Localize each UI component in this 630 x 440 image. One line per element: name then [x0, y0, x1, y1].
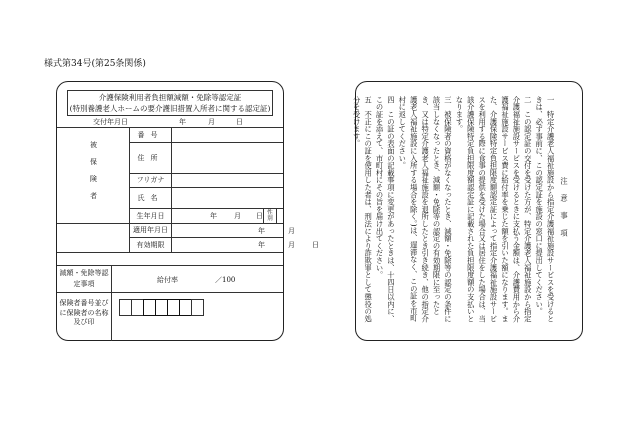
benefit-rate-label: 給付率: [157, 276, 178, 284]
sex-label: 性別: [264, 209, 277, 224]
issue-day-label: 日: [236, 118, 243, 126]
furigana-value: [172, 173, 284, 188]
certificate-title: [67, 90, 273, 116]
certificate-front: [56, 81, 319, 341]
insurer-section: [57, 292, 283, 341]
note-item: 三 被保険者の資格がなくなったとき、減額・免除等の認定の条件に該当しなくなったとき、減額・免除等の認定の有効期限に至ったとき、又は特定介護老人福祉施設を退所したとき引き続き、他の指定介護老人福祉施設に入所する場合を除く。)は、遅滞なく、この証を市町村に返してください。: [398, 96, 453, 323]
insurer-number-boxes: [119, 299, 203, 316]
certificate-back: [352, 81, 583, 341]
issue-month-label: 月: [208, 118, 215, 126]
note-item: 一 特定介護老人福祉施設から指定介護福祉施設サービスを受けるときは、必ず事前に、この認定証を施設の窓口に提出してください。: [535, 96, 556, 323]
insured-side-label: 被保険者: [57, 128, 130, 224]
benefit-rate-denominator: ／100: [215, 276, 236, 284]
reduction-section: [57, 265, 283, 293]
title-line-2: (特別養護老人ホームの要介護旧措置入所者に関する認定証): [69, 104, 271, 113]
sex-value: [277, 209, 284, 224]
issue-year-label: 年: [179, 118, 186, 126]
name-value: [172, 188, 284, 209]
issue-date-label: 交付年月日: [93, 118, 128, 126]
insured-info-table: [57, 127, 319, 253]
reduction-label: 減額・免除等認定事項: [57, 266, 112, 293]
start-date-label: 適用年月日: [130, 223, 172, 238]
birthdate-label: 生年月日: [130, 209, 172, 224]
note-item: 二 この認定証の交付を受けた方が、特定介護老人福祉施設から指定介護福祉施設サービスを受けるときに支払う金額は、介護費用から介護福祉施設サービス費に給付率を乗じた額を引いた額になります。また、介護保険特定負担限度額認定証によって指定介護福祉施設サービスを利用する際に食事の提供を受けた場合又は居住をした場合は、当該介護保険特定負担限度額認定証に記載された負担限度額の支払いとなります。: [455, 96, 533, 323]
insurer-label: 保険者番号並びに保険者の名称及び印: [57, 293, 112, 341]
number-label: 番号: [130, 128, 172, 143]
insurer-digit-box: [191, 299, 204, 316]
form-number-caption: 様式第34号(第25条関係): [44, 59, 146, 69]
note-item: 五 不正にこの証を使用した者は、刑法により詐欺罪として懲役の処分を受けます。: [352, 96, 374, 323]
furigana-label: フリガナ: [130, 173, 172, 188]
expiry-value: 年 月 日: [172, 238, 284, 253]
notes-text: [352, 96, 570, 328]
insured-side-continued: [57, 223, 130, 252]
notes-heading: 注意事項: [560, 177, 569, 247]
expiry-label: 有効期限: [130, 238, 172, 253]
note-item: 四 この証の表面の記載事項に変更があったときは、十四日以内に、この証を添えて、市町村にその旨を届け出てください。: [375, 96, 396, 323]
start-date-value: 年 月: [172, 223, 284, 238]
address-value: [172, 142, 284, 173]
address-label: 住所: [130, 142, 172, 173]
title-line-1: 介護保険利用者負担額減額・免除等認定証: [98, 93, 242, 102]
birthdate-value: 年 月 日: [172, 209, 264, 224]
number-value: [172, 128, 284, 143]
name-label: 氏名: [130, 188, 172, 209]
